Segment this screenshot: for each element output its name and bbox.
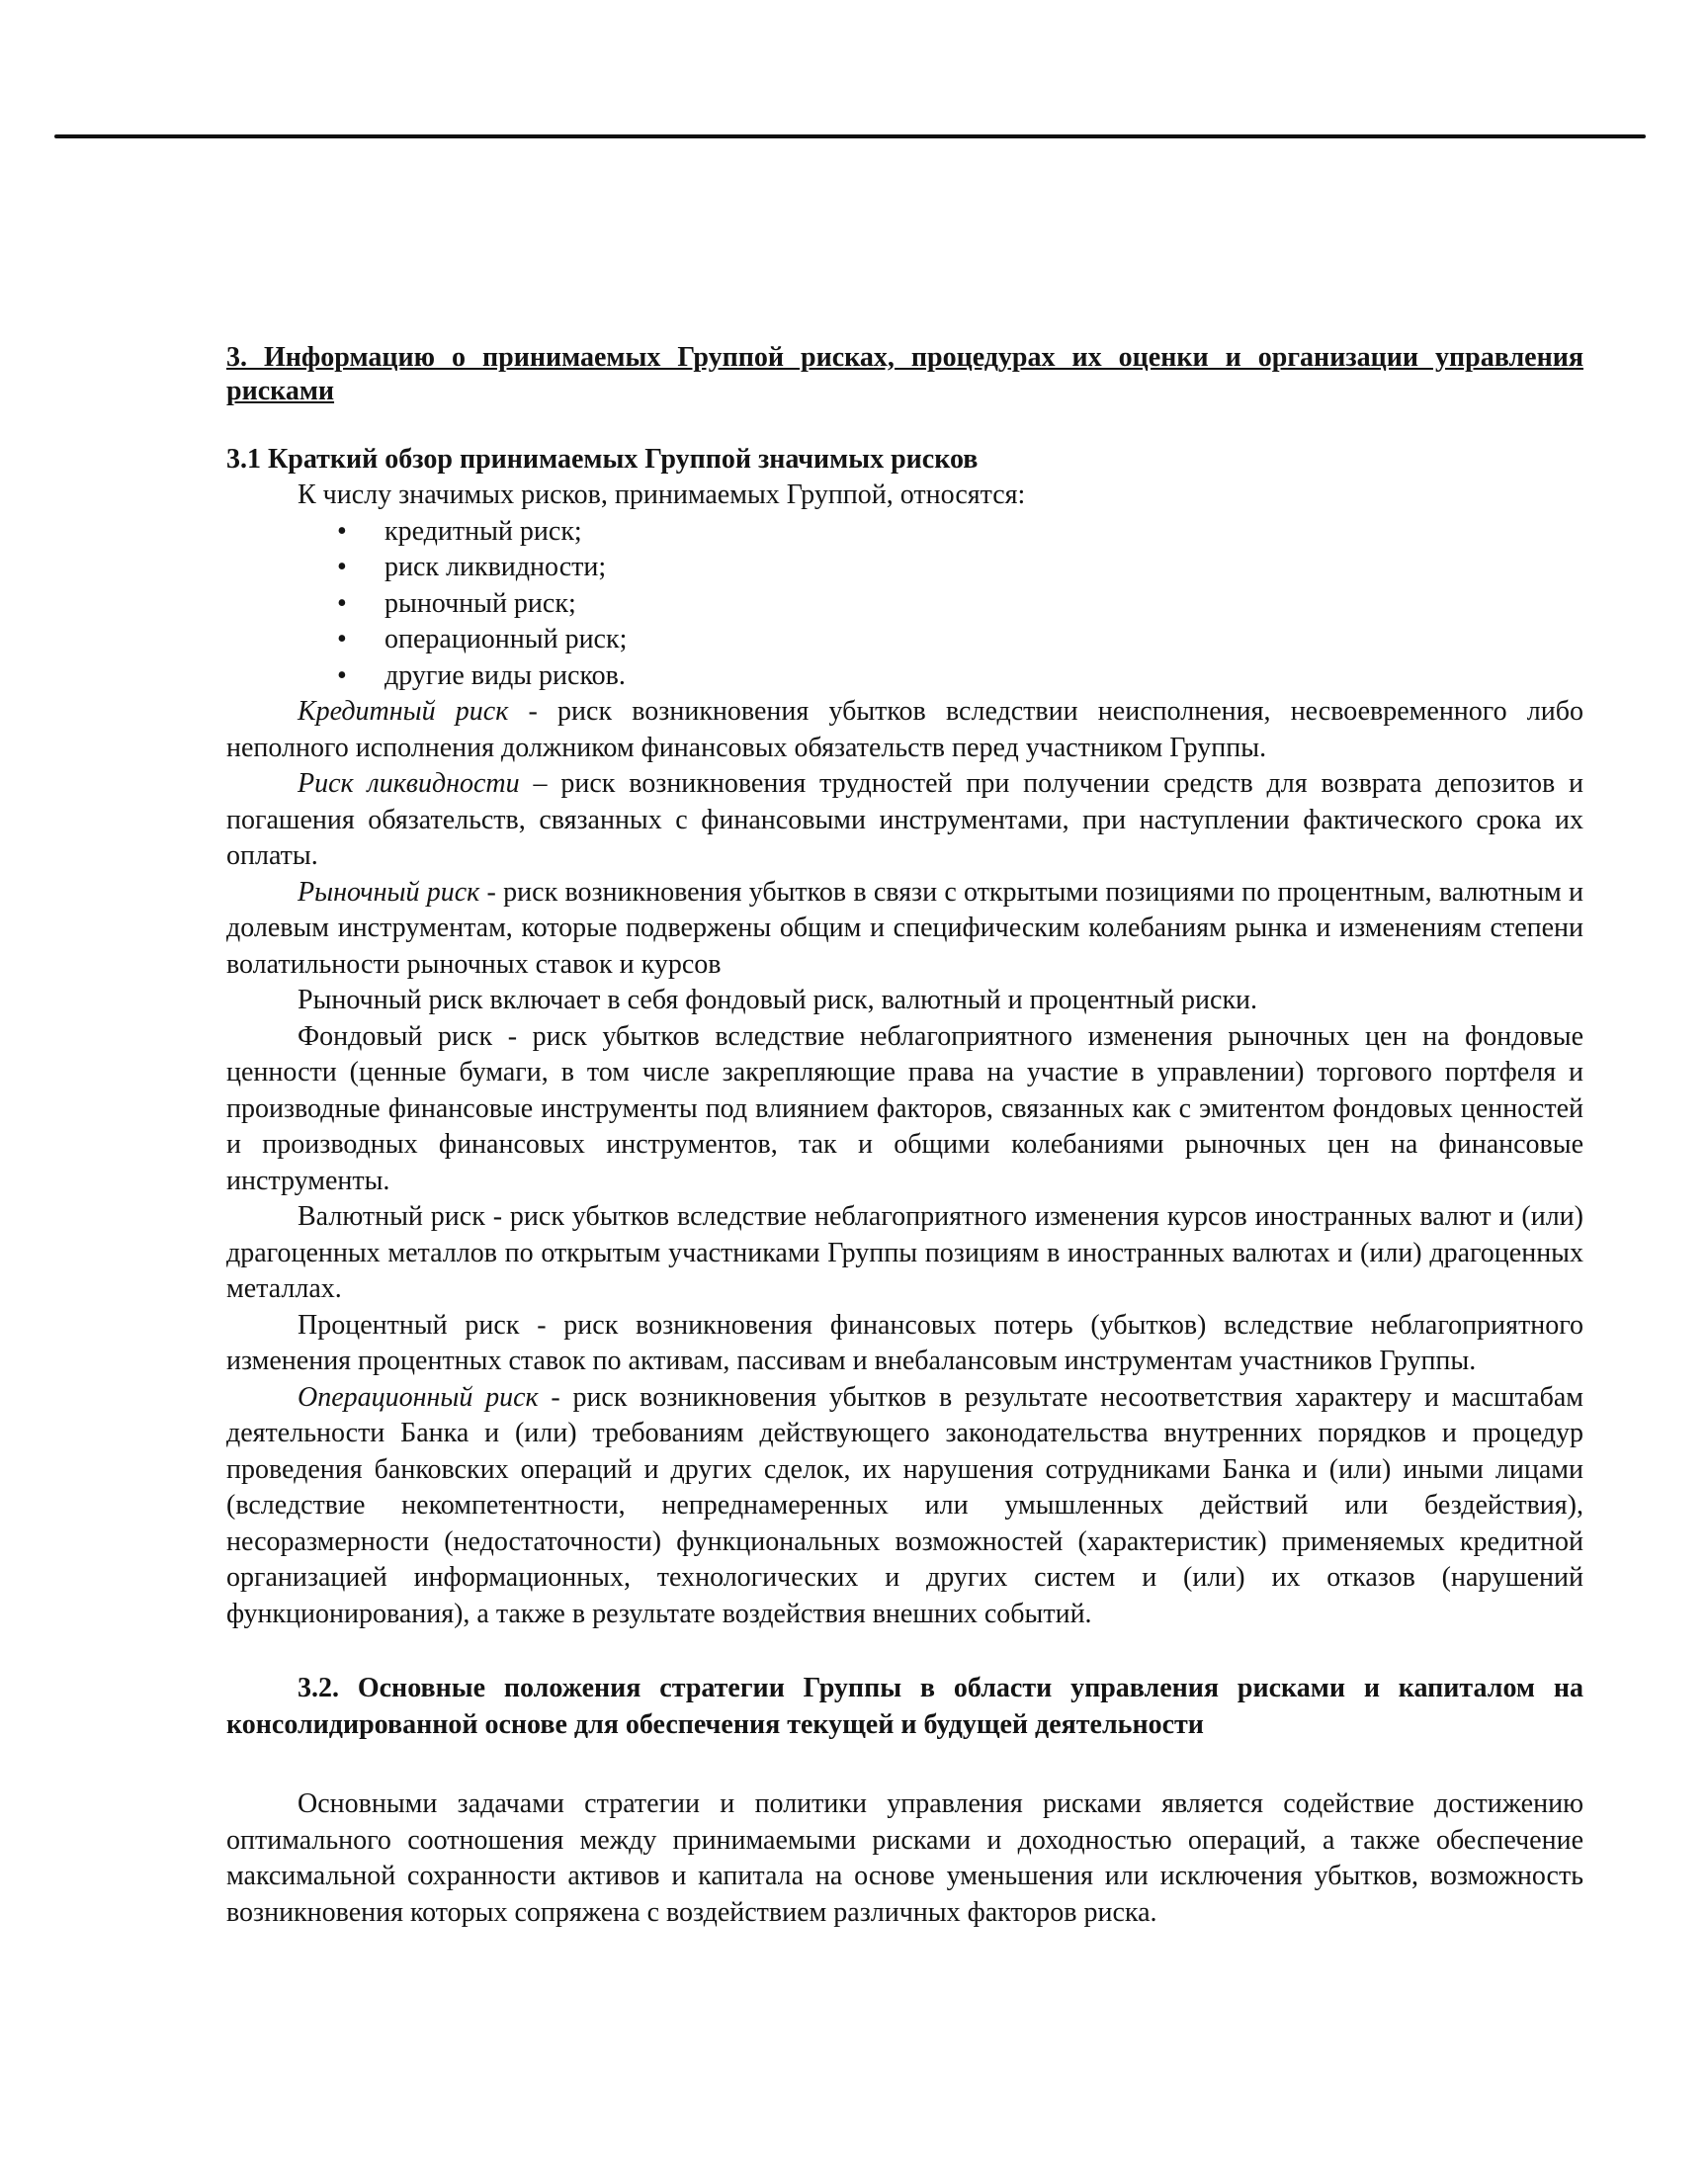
section-spacer: [226, 1743, 1583, 1786]
risk-list-intro: К числу значимых рисков, принимаемых Группой, относятся:: [298, 479, 1026, 510]
operational-risk-paragraph: [226, 1380, 1583, 1633]
stock-risk-paragraph: Фондовый риск - риск убытков вследствие неблагоприятного изменения рыночных цен на фондовые ценности (ценные бумаги, в том числе закрепляющие права на участие в управлении) торгового портфеля и производные финансовые инструменты под влиянием факторов, связанных как с эмитентом фондовых ценностей и производных финансовых инструментов, так и общими колебаниями рыночных цен на финансовые инструменты.: [226, 1020, 1583, 1196]
risk-list-item-operational: • операционный риск;: [226, 622, 1583, 658]
section-3-heading: 3. Информацию о принимаемых Группой рисках, процедурах их оценки и организации управления рисками: [226, 342, 1583, 406]
risk-list-item-market: • рыночный риск;: [226, 586, 1583, 623]
liquidity-risk-paragraph: [226, 766, 1583, 875]
credit-risk-definition: - риск возникновения убытков вследствии неисполнения, несвоевременного либо неполного исполнения должником финансовых обязательств перед участником Группы.: [226, 696, 1583, 763]
liquidity-risk-definition: – риск возникновения трудностей при получении средств для возврата депозитов и погашения обязательств, связанных с финансовыми инструментами, при наступлении фактического срока их оплаты.: [226, 768, 1583, 871]
risk-list: [226, 514, 1583, 695]
currency-risk-paragraph: Валютный риск - риск убытков вследствие неблагоприятного изменения курсов иностранных валют и (или) драгоценных металлов по открытым участниками Группы позициям в иностранных валютах и (или) драгоценных металлах.: [226, 1201, 1583, 1304]
credit-risk-term: Кредитный риск: [298, 696, 509, 727]
document-body: [226, 341, 1583, 1931]
market-risk-includes-paragraph: Рыночный риск включает в себя фондовый риск, валютный и процентный риски.: [298, 985, 1258, 1015]
risk-list-item-credit: • кредитный риск;: [226, 514, 1583, 551]
section-3-2-heading: 3.2. Основные положения стратегии Группы в области управления рисками и капиталом на консолидированной основе для обеспечения текущей и будущей деятельности: [226, 1673, 1583, 1740]
operational-risk-definition: - риск возникновения убытков в результате несоответствия характеру и масштабам деятельности Банка и (или) требованиям действующего законодательства внутренних порядков и процедур проведения банковских операций и других сделок, их нарушения сотрудниками Банка и (или) иными лицами (вследствие некомпетентности, непреднамеренных или умышленных действий или бездействия), несоразмерности (недостаточности) функциональных возможностей (характеристик) применяемых кредитной организацией информационных, технологических и других систем и (или) их отказов (нарушений функционирования), а также в результате воздействия внешних событий.: [226, 1381, 1583, 1629]
market-risk-paragraph: [226, 875, 1583, 984]
top-horizontal-rule: [54, 134, 1646, 138]
strategy-paragraph: Основными задачами стратегии и политики управления рисками является содействие достижению оптимального соотношения между принимаемыми рисками и доходностью операций, а также обеспечение максимальной сохранности активов и капитала на основе уменьшения или исключения убытков, возможность возникновения которых сопряжена с воздействием различных факторов риска.: [226, 1788, 1583, 1928]
section-3-1-heading: 3.1 Краткий обзор принимаемых Группой значимых рисков: [226, 444, 979, 475]
liquidity-risk-term: Риск ликвидности: [298, 768, 520, 799]
credit-risk-paragraph: [226, 694, 1583, 766]
risk-list-item-liquidity: • риск ликвидности;: [226, 550, 1583, 586]
operational-risk-term: Операционный риск: [298, 1381, 539, 1413]
market-risk-term: Рыночный риск: [298, 876, 480, 908]
risk-list-item-other: • другие виды рисков.: [226, 658, 1583, 695]
interest-risk-paragraph: Процентный риск - риск возникновения финансовых потерь (убытков) вследствие неблагоприятного изменения процентных ставок по активам, пассивам и внебалансовым инструментам участников Группы.: [226, 1309, 1583, 1376]
market-risk-definition: - риск возникновения убытков в связи с открытыми позициями по процентным, валютным и долевым инструментам, которые подвержены общим и специфическим колебаниям рынка и изменениям степени волатильности рыночных ставок и курсов: [226, 876, 1584, 980]
